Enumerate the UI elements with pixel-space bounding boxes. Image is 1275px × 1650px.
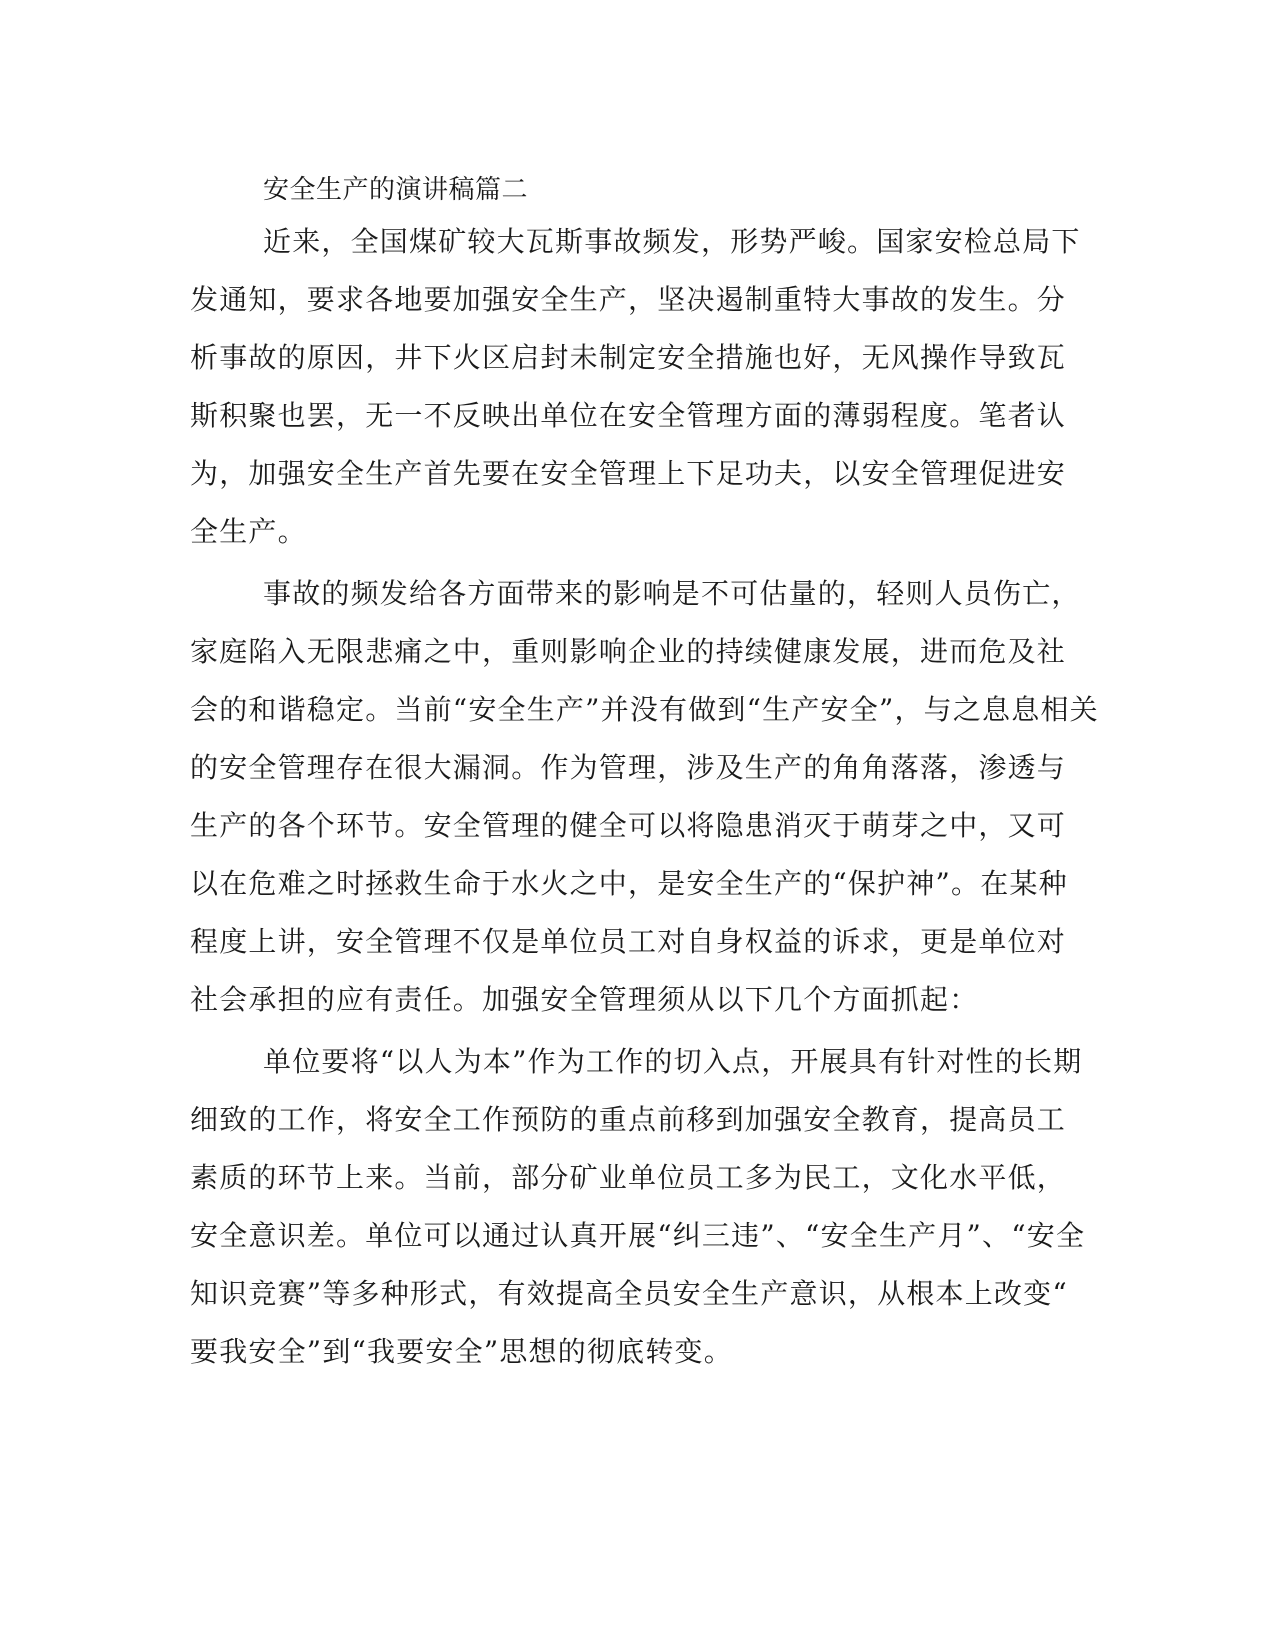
paragraph-2-line-6: 以在危难之时拯救生命于水火之中，是安全生产的“保护神”。在某种 xyxy=(190,867,1068,900)
paragraph-2-line-5: 生产的各个环节。安全管理的健全可以将隐患消灭于萌芽之中，又可 xyxy=(190,809,1067,842)
paragraph-1-line-2: 发通知，要求各地要加强安全生产，坚决遏制重特大事故的发生。分 xyxy=(190,283,1067,316)
paragraph-3-line-6: 要我安全”到“我要安全”思想的彻底转变。 xyxy=(190,1335,733,1368)
document-heading: 安全生产的演讲稿篇二 xyxy=(263,175,529,205)
paragraph-3-line-4: 安全意识差。单位可以通过认真开展“纠三违”、“安全生产月”、“安全 xyxy=(190,1219,1086,1252)
paragraph-2-line-1: 事故的频发给各方面带来的影响是不可估量的，轻则人员伤亡， xyxy=(263,577,1081,610)
paragraph-2-line-3: 会的和谐稳定。当前“安全生产”并没有做到“生产安全”，与之息息相关 xyxy=(190,693,1099,726)
paragraph-2-line-2: 家庭陷入无限悲痛之中，重则影响企业的持续健康发展，进而危及社 xyxy=(190,635,1067,668)
paragraph-3-line-3: 素质的环节上来。当前，部分矿业单位员工多为民工，文化水平低， xyxy=(190,1161,1067,1194)
paragraph-3-line-2: 细致的工作，将安全工作预防的重点前移到加强安全教育，提高员工 xyxy=(190,1103,1067,1136)
paragraph-3-line-1: 单位要将“以人为本”作为工作的切入点，开展具有针对性的长期 xyxy=(263,1045,1083,1078)
paragraph-1-line-1: 近来，全国煤矿较大瓦斯事故频发，形势严峻。国家安检总局下 xyxy=(263,225,1081,258)
paragraph-1-line-5: 为，加强安全生产首先要在安全管理上下足功夫，以安全管理促进安 xyxy=(190,457,1067,490)
paragraph-2-line-4: 的安全管理存在很大漏洞。作为管理，涉及生产的角角落落，渗透与 xyxy=(190,751,1067,784)
paragraph-1-line-4: 斯积聚也罢，无一不反映出单位在安全管理方面的薄弱程度。笔者认 xyxy=(190,399,1067,432)
paragraph-2-line-7: 程度上讲，安全管理不仅是单位员工对自身权益的诉求，更是单位对 xyxy=(190,925,1067,958)
paragraph-3-line-5: 知识竞赛”等多种形式，有效提高全员安全生产意识，从根本上改变“ xyxy=(190,1277,1068,1310)
paragraph-2-line-8: 社会承担的应有责任。加强安全管理须从以下几个方面抓起： xyxy=(190,983,979,1016)
paragraph-1-line-6: 全生产。 xyxy=(190,515,307,548)
paragraph-1-line-3: 析事故的原因，井下火区启封未制定安全措施也好，无风操作导致瓦 xyxy=(190,341,1067,374)
